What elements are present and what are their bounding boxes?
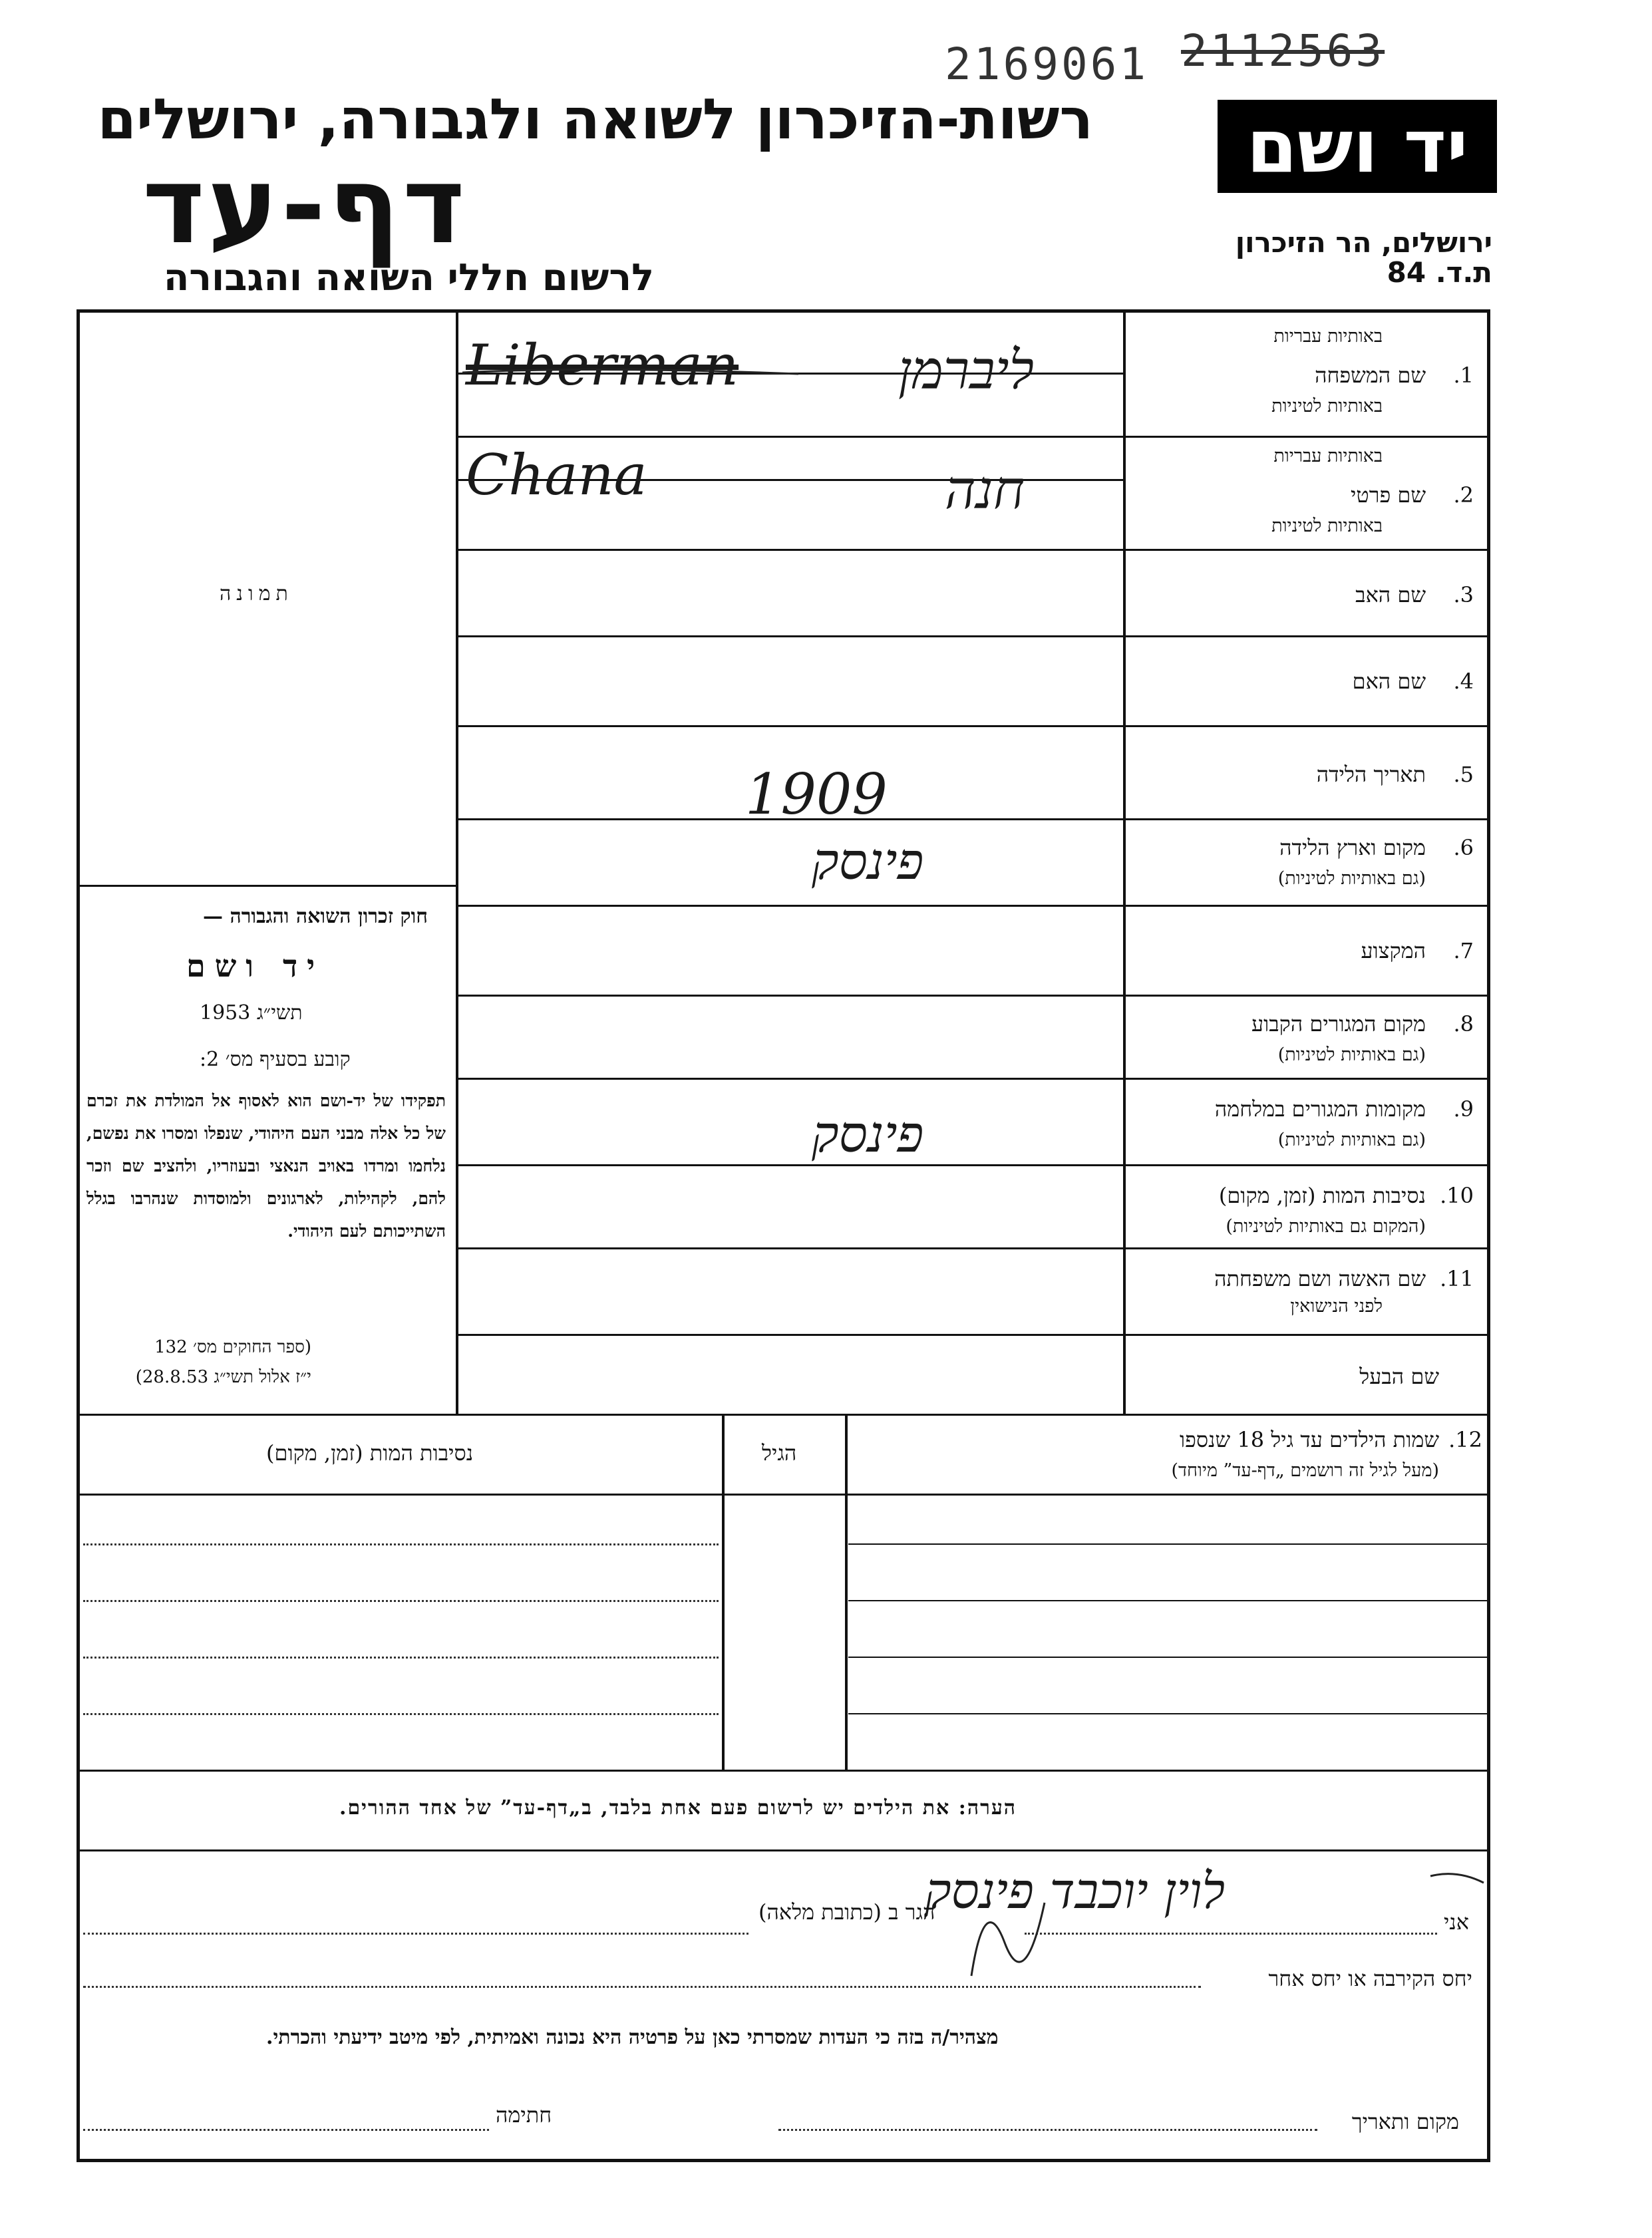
children-header-line <box>78 1494 1490 1496</box>
signature-label: חתימה <box>496 2102 552 2128</box>
law-text: תפקידו של יד-ושם הוא לאסוף אל המולדת את זכרם של כל אלה מבני העם היהודי, שנפלו ומסרו את נפשם, נלחמו ומרדו באויב הנאצי ובעוזריו, ולהציב שם וזכר להם, לקהילות, לארגונים ולמוסדות שנהרבו בגלל השתייכותם לעם היהודי. <box>86 1091 446 1241</box>
place-date-label: מקום ותאריך <box>1351 2109 1459 2134</box>
label-column-divider <box>1123 311 1126 1415</box>
field-11-number: 11. <box>1440 1266 1474 1291</box>
field-6-hint: (גם באותיות לטיניות) <box>1277 868 1426 889</box>
children-label: שמות הילדים עד גיל 18 שנספו <box>1179 1427 1439 1452</box>
field-9-number: 9. <box>1453 1096 1474 1122</box>
note-divider <box>78 1849 1490 1851</box>
field-3-number: 3. <box>1453 582 1474 607</box>
child-row-line <box>848 1600 1487 1601</box>
row-line <box>457 995 1490 997</box>
field-4-number: 4. <box>1453 669 1474 694</box>
birth-place-value: פינסק <box>812 832 924 891</box>
field-9-label: מקומות המגורים במלחמה <box>1214 1096 1426 1122</box>
field-2-latin-hint: באותיות לטיניות <box>1271 516 1383 536</box>
child-row-line <box>848 1713 1487 1714</box>
relation-label: יחס הקירבה או יחס אחר <box>1268 1966 1472 1991</box>
field-5-number: 5. <box>1453 762 1474 787</box>
field-2-number: 2. <box>1453 482 1474 508</box>
field-5-label: תאריך הלידה <box>1316 762 1426 787</box>
age-header: הגיל <box>762 1440 797 1466</box>
resides-label: הגר ב (כתובת מלאה) <box>758 1899 935 1925</box>
row-line <box>457 1247 1490 1249</box>
old-document-number: 2112563 <box>1181 25 1385 77</box>
children-age-divider-right <box>845 1415 848 1771</box>
handwriting-stroke <box>459 359 805 386</box>
signature-line <box>83 2129 489 2131</box>
address-line-1: ירושלים, הר הזיכרון <box>1235 226 1492 259</box>
law-name: יד ושם <box>186 948 325 984</box>
field-10-hint: (המקום גם באותיות לטיניות) <box>1226 1216 1426 1237</box>
firstname-hebrew-value: חנה <box>945 459 1025 521</box>
declaration-text: מצהיר/ה בזה כי העדות שמסרתי כאן על פרטיה היא נכונה ואמיתית, לפי מיטב ידיעתי והכרתי. <box>266 2026 999 2049</box>
field-1-latin-hint: באותיות לטיניות <box>1271 396 1383 416</box>
row-line <box>457 725 1490 727</box>
field-7-number: 7. <box>1453 938 1474 963</box>
row-line <box>457 635 1490 637</box>
section-divider <box>78 1414 1490 1416</box>
child-row-line <box>848 1657 1487 1658</box>
row-line <box>457 1164 1490 1166</box>
row-line <box>457 549 1490 551</box>
child-row-dots <box>83 1657 719 1659</box>
wartime-residence-value: פינסק <box>812 1104 924 1164</box>
address-line-2: ת.ד. 84 <box>1387 256 1492 289</box>
field-9-hint: (גם באותיות לטיניות) <box>1277 1130 1426 1150</box>
row-line <box>457 436 1490 438</box>
death-circumstances-header: נסיבות המות (זמן, מקום) <box>266 1440 474 1466</box>
field-1-label: שם המשפחה <box>1315 363 1426 388</box>
signature-scribble <box>965 1863 1497 1996</box>
birth-year-value: 1909 <box>745 762 888 827</box>
declarant-i-label: אני <box>1444 1909 1469 1935</box>
law-heading: חוק זכרון השואה והגבורה — <box>203 905 428 928</box>
field-11-hint: לפני הנישואין <box>1290 1296 1383 1317</box>
surname-latin-value: Liberman <box>466 333 739 398</box>
field-1-hebrew-hint: באותיות עבריות <box>1273 326 1383 347</box>
address-line <box>83 1933 748 1935</box>
yad-vashem-logo: יד ושם <box>1218 100 1497 193</box>
firstname-latin-value: Chana <box>466 442 647 508</box>
field-8-label: מקום המגורים הקבוע <box>1251 1011 1426 1037</box>
row-line <box>457 1334 1490 1336</box>
field-7-label: המקצוע <box>1361 938 1426 963</box>
photo-law-divider <box>78 885 457 887</box>
children-note: הערה: את הילדים יש לרשום פעם אחת בלבד, ב„דף-עד” של אחד ההורים. <box>339 1796 1017 1820</box>
field-8-hint: (גם באותיות לטיניות) <box>1277 1044 1426 1065</box>
children-hint: (מעל לגיל זה רושמים „דף-עד” מיוחד) <box>1171 1460 1439 1481</box>
field-6-label: מקום וארץ הלידה <box>1279 835 1426 860</box>
child-row-line <box>848 1543 1487 1545</box>
document-number: 2169061 <box>945 39 1149 90</box>
photo-label: תמונה <box>220 582 293 605</box>
children-number: 12. <box>1448 1427 1482 1452</box>
child-row-dots <box>83 1713 719 1715</box>
field-1-number: 1. <box>1453 363 1474 388</box>
child-row-dots <box>83 1543 719 1545</box>
husband-name-label: שם הבעל <box>1359 1364 1439 1389</box>
children-age-divider-left <box>722 1415 725 1771</box>
declarant-name-value: לוין יוכבד פינסק <box>925 1863 1226 1920</box>
field-8-number: 8. <box>1453 1011 1474 1037</box>
law-clause: קובע בסעיף מס׳ 2: <box>200 1048 351 1071</box>
field-6-number: 6. <box>1453 835 1474 860</box>
field-2-label: שם פרטי <box>1351 482 1426 508</box>
form-title: דף-עד <box>142 143 468 267</box>
field-3-label: שם האב <box>1355 582 1426 607</box>
row-line <box>457 818 1490 820</box>
field-10-number: 10. <box>1440 1183 1474 1208</box>
law-year: תשי״ג 1953 <box>200 1001 303 1025</box>
child-row-dots <box>83 1600 719 1602</box>
row-line <box>457 905 1490 907</box>
field-2-hebrew-hint: באותיות עבריות <box>1273 446 1383 466</box>
field-4-label: שם האם <box>1352 669 1426 694</box>
photo-column-divider <box>456 311 458 1415</box>
field-10-label: נסיבות המות (זמן, מקום) <box>1218 1183 1426 1208</box>
field-11-label: שם האשה ושם משפחתה <box>1214 1266 1426 1291</box>
form-subtitle: לרשום חללי השואה והגבורה <box>163 256 654 299</box>
law-reference-2: י״ז אלול תשי״ג 28.8.53) <box>135 1367 311 1387</box>
place-date-line <box>778 2129 1317 2131</box>
authority-name: רשות-הזיכרון לשואה ולגבורה, ירושלים <box>97 86 1093 152</box>
law-reference-1: (ספר החוקים מס׳ 132 <box>154 1337 311 1357</box>
surname-hebrew-value: ליברמן <box>898 339 1035 401</box>
children-bottom-line <box>78 1770 1490 1772</box>
row-line <box>457 1078 1490 1080</box>
